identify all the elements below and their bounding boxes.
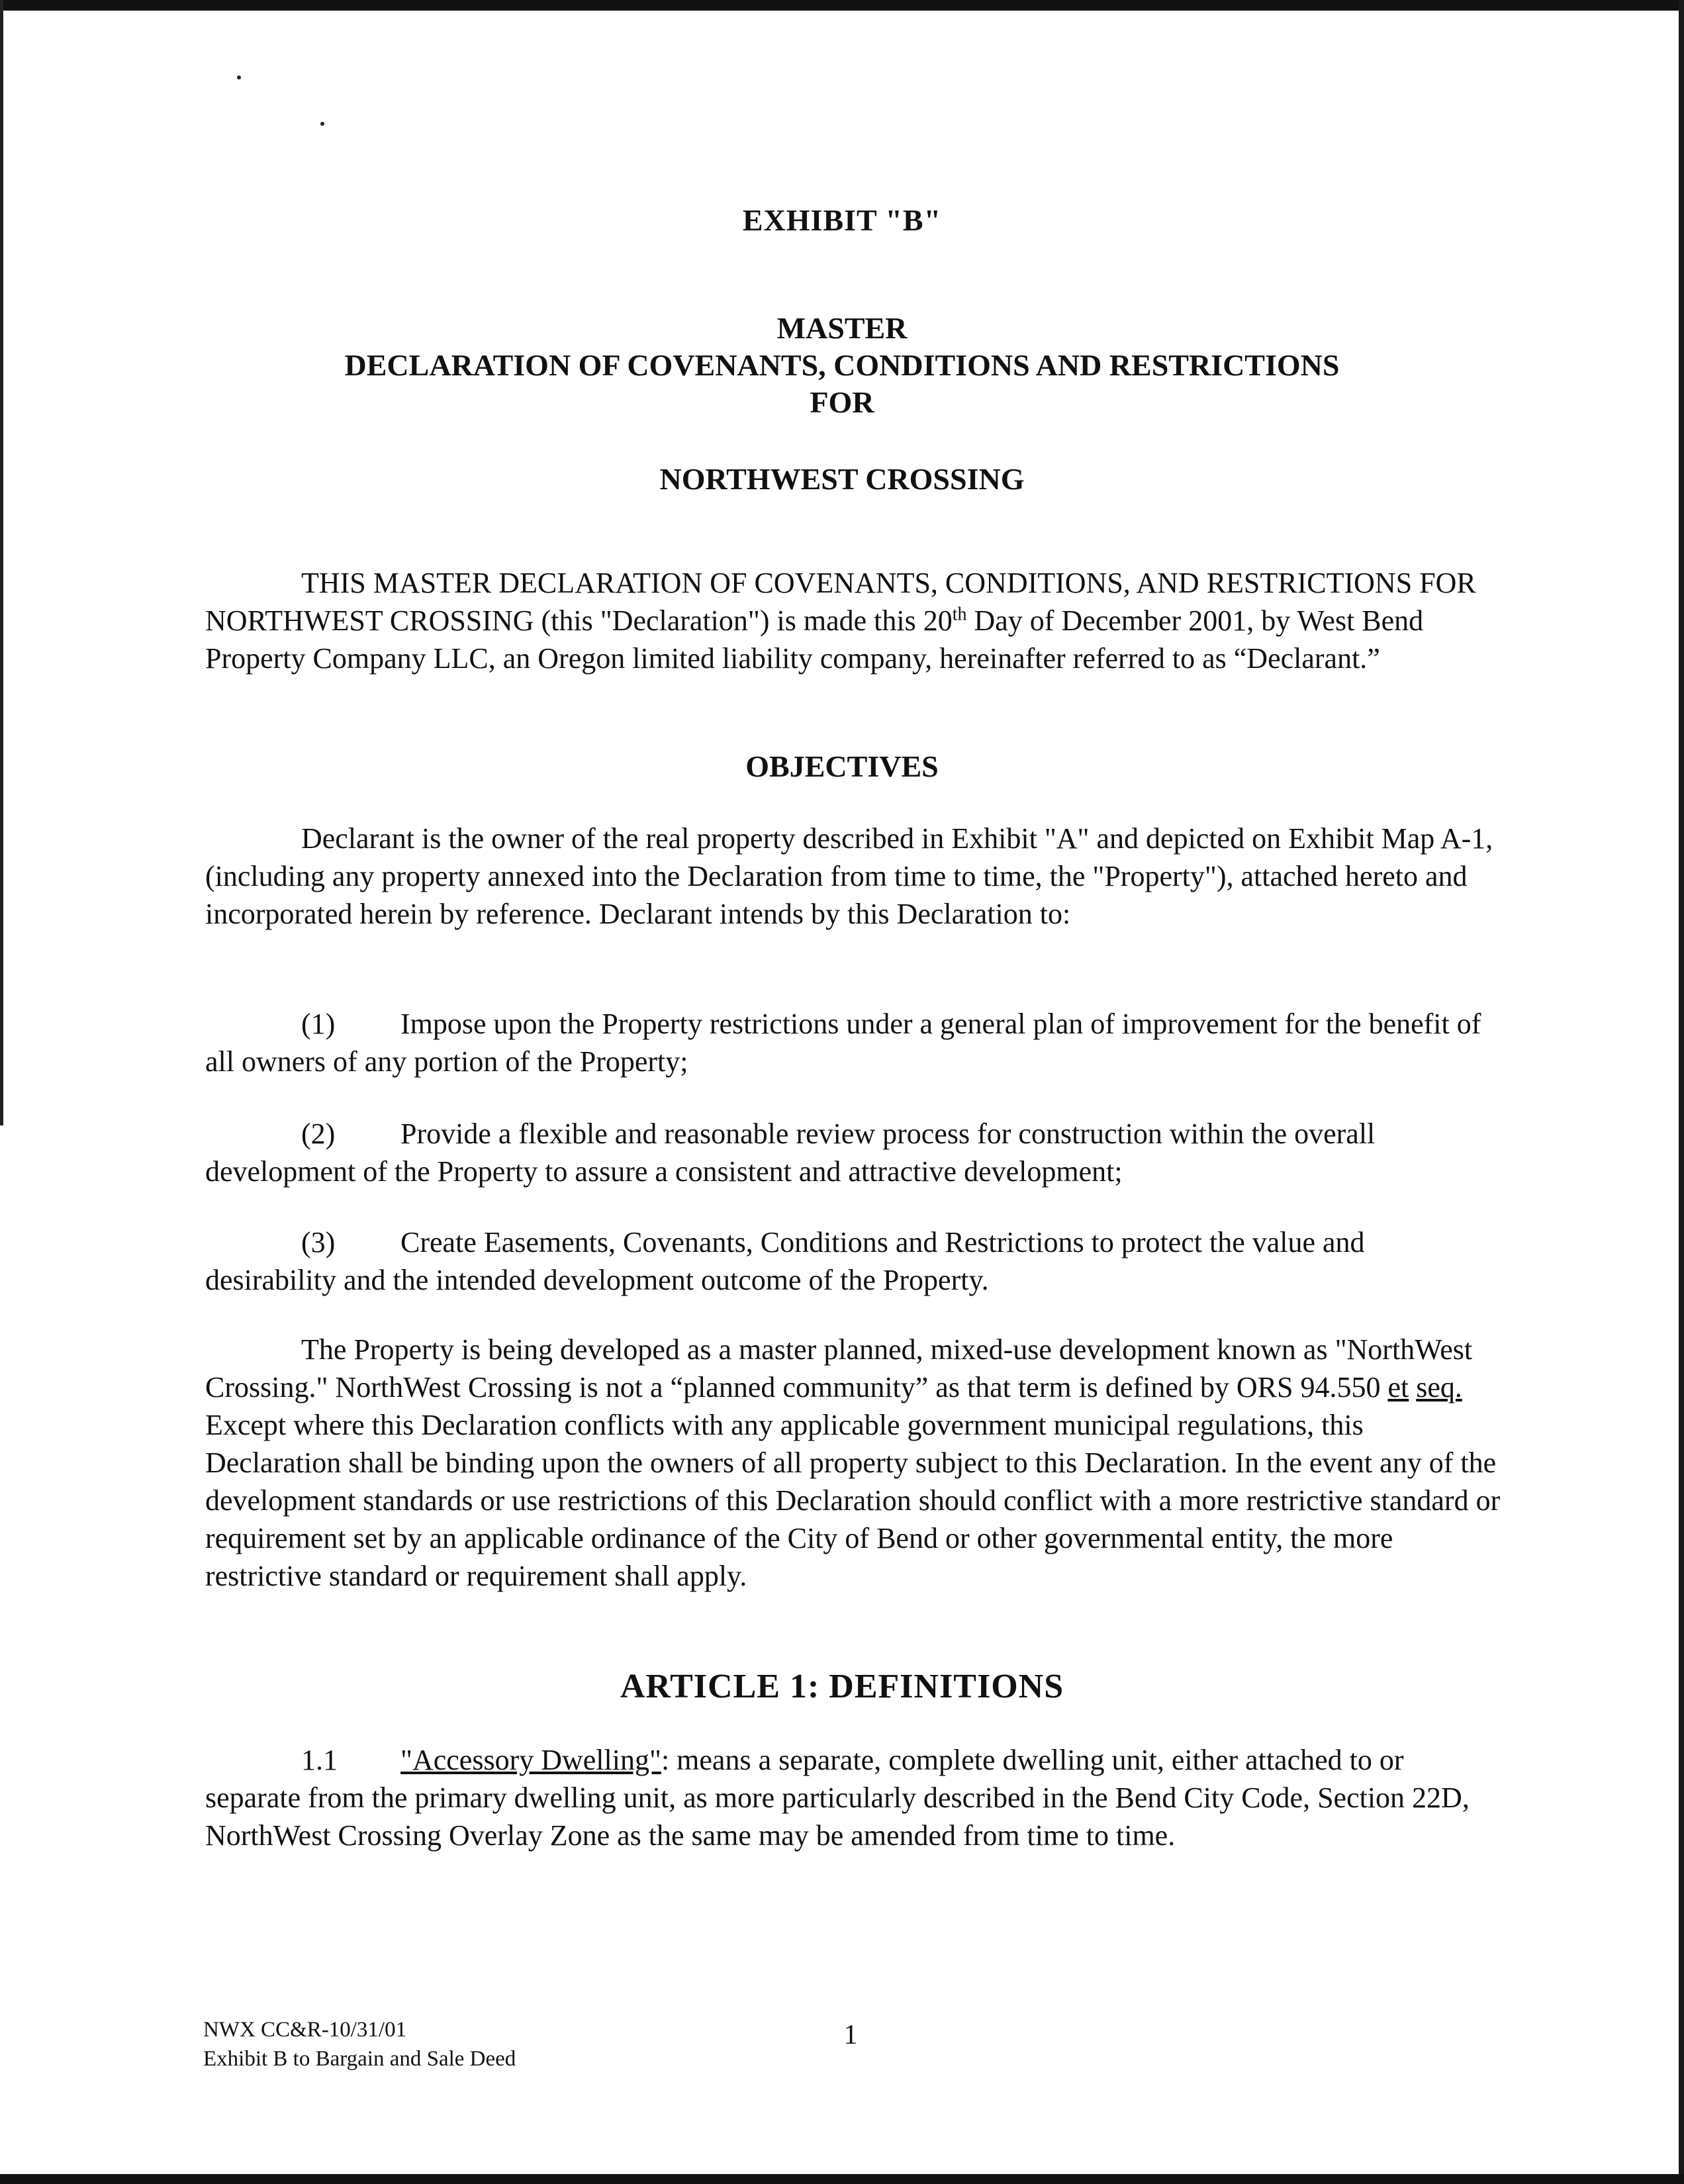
objective-item-3: (3) Create Easements, Covenants, Conditions and Restrictions to protect the value and desirability and the intended development outcome of the Property. [205,1226,1365,1296]
intro-paragraph: THIS MASTER DECLARATION OF COVENANTS, CONDITIONS, AND RESTRICTIONS FOR NORTHWEST CROSSING (this "Declaration") is made this 20th Day of December 2001, by West Bend Property Company LLC, an Oregon limited liability company, hereinafter referred to as “Declarant.” [205,567,1476,675]
page-number: 1 [843,2020,858,2050]
footer-reference [203,2015,516,2073]
scan-speck [320,122,324,126]
article-1-heading: ARTICLE 1: DEFINITIONS [620,1668,1064,1705]
objective-item-1: (1) Impose upon the Property restrictions under a general plan of improvement for the benefit of all owners of any portion of the Property; [205,1008,1481,1078]
subtitle-northwest-crossing: NORTHWEST CROSSING [659,462,1025,496]
objectives-heading: OBJECTIVES [745,749,939,783]
title-master: MASTER [776,311,908,345]
objectives-closing-paragraph: The Property is being developed as a master planned, mixed-use development known as "NorthWest Crossing." NorthWest Crossing is not a “planned community” as that term is defined by ORS 94.550 et seq. Except where this Declaration conflicts with any applicable government municipal regulations, this Declaration shall be binding upon the owners of all property subject to this Declaration. In the event any of the development standards or use restrictions of this Declaration should conflict with a more restrictive standard or requirement set by an applicable ordinance of the City of Bend or other governmental entity, the more restrictive standard or requirement shall apply. [205,1333,1501,1592]
scan-speck [237,75,241,79]
title-declaration: DECLARATION OF COVENANTS, CONDITIONS AND RESTRICTIONS [344,348,1340,382]
scan-border-left [0,0,3,1125]
scan-border-top [0,0,1684,11]
footer-line-1: NWX CC&R-10/31/01 [203,2018,407,2042]
objectives-lead-paragraph: Declarant is the owner of the real property described in Exhibit "A" and depicted on Exhibit Map A-1, (including any property annexed into the Declaration from time to time, the "Property"), attached hereto and incorporated herein by reference. Declarant intends by this Declaration to: [205,822,1493,930]
objective-item-2: (2) Provide a flexible and reasonable review process for construction within the overall development of the Property to assure a consistent and attractive development; [205,1117,1376,1188]
footer-line-2: Exhibit B to Bargain and Sale Deed [203,2047,516,2071]
section-1-1: 1.1 "Accessory Dwelling": means a separate, complete dwelling unit, either attached to or separate from the primary dwelling unit, as more particularly described in the Bend City Code, Section 22D, NorthWest Crossing Overlay Zone as the same may be amended from time to time. [205,1744,1470,1852]
scan-border-bottom [0,2174,1684,2184]
title-for: FOR [810,385,874,419]
exhibit-heading: EXHIBIT "B" [742,203,942,237]
